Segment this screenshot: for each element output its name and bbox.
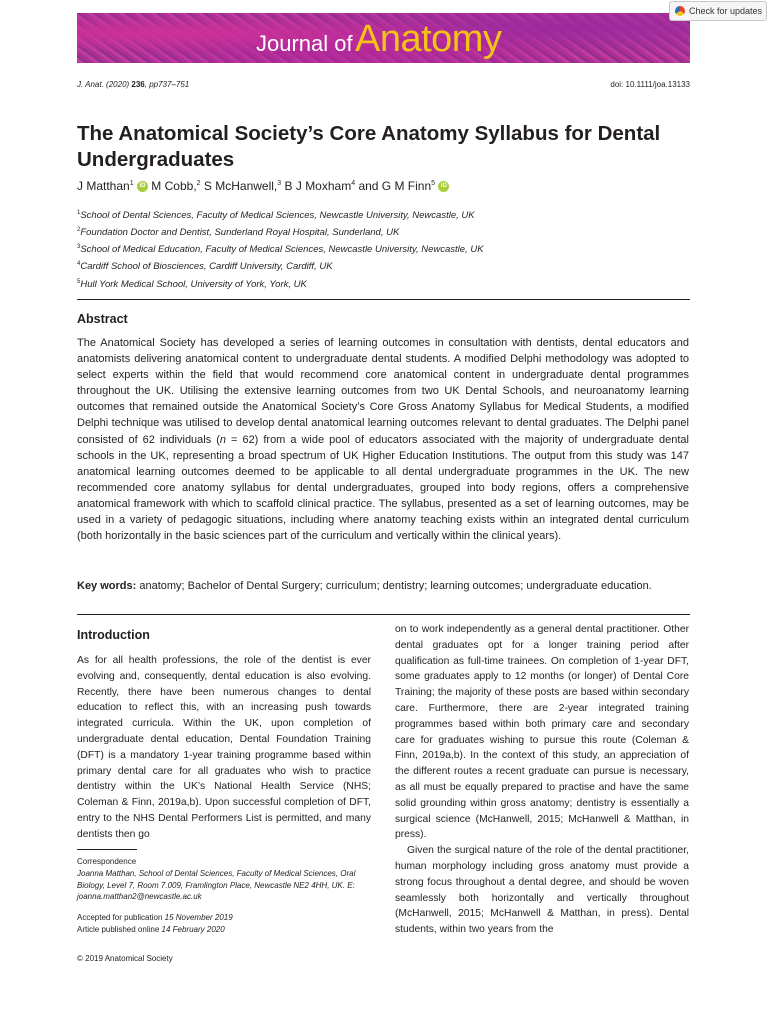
publication-dates <box>77 912 233 936</box>
author-sup: 3 <box>277 180 282 187</box>
correspondence-label: Correspondence <box>77 857 137 866</box>
accepted-line <box>77 912 233 924</box>
author-name: B J Moxham <box>284 179 352 193</box>
correspondence-rule <box>77 849 137 850</box>
author-sup: 1 <box>129 180 134 187</box>
author-name: J Matthan <box>77 179 130 193</box>
check-for-updates-label: Check for updates <box>689 6 763 16</box>
accepted-date: 15 November 2019 <box>164 913 233 922</box>
crossmark-icon <box>675 6 685 16</box>
author-sup: 4 <box>351 180 356 187</box>
citation <box>77 80 189 89</box>
author-list <box>77 179 449 193</box>
affiliation-text: Foundation Doctor and Dentist, Sunderland Royal Hospital, Sunderland, UK <box>80 227 400 239</box>
abstract-bottom-rule <box>77 614 690 615</box>
abstract-part: The Anatomical Society has developed a series of learning outcomes in consultation with dentists, dental educators and anatomists delivering anatomical content to undergraduate dental students. A modified Delphi methodology was adopted to select experts within the field that would recommend core anatomical content in undergraduate dental programmes throughout the UK. Utilising the extensive learning outcomes from two UK Dental Schools, and neuroanatomy learning outcomes that remained outside the Anatomical Society’s Core Gross Anatomy Syllabus for Medical Students, a modified Delphi technique was utilised to develop dental anatomical learning outcomes relevant to dental graduates. The Delphi panel consisted of 62 individuals ( <box>77 337 689 446</box>
citation-pages: , pp737–751 <box>144 80 190 89</box>
affiliation-sup: 1 <box>77 210 81 216</box>
keywords <box>77 578 689 594</box>
author-name: and G M Finn <box>358 179 432 193</box>
doi[interactable]: doi: 10.1111/joa.13133 <box>610 80 690 89</box>
affiliation-text: Hull York Medical School, University of York, York, UK <box>80 278 307 290</box>
accepted-label: Accepted for publication <box>77 913 163 922</box>
published-label: Article published online <box>77 925 160 934</box>
affiliation <box>77 257 484 274</box>
abstract-n: n <box>219 433 227 446</box>
introduction-column-2 <box>395 622 689 938</box>
article-title: The Anatomical Society’s Core Anatomy Syllabus for Dental Undergraduates <box>77 122 661 171</box>
abstract-part: = 62) from a wide pool of educators associated with the majority of undergraduate dental schools in the UK, representing a broad spectrum of UK Higher Education Institutions. The output from this study was 147 anatomical learning outcomes deemed to be applicable to all dental undergraduate programmes in the UK. The new recommended core anatomy syllabus for dental undergraduates, grouped into body regions, offers a comprehensive anatomical framework with which to scaffold clinical practice. The syllabus, presented as a set of learning outcomes, may be used in a variety of pedagogic situations, including where anatomy teaching exists within an integrated dental curriculum (both horizontally in the basic sciences part of the curriculum and vertically within the clinical years). <box>77 433 689 543</box>
author-name: M Cobb, <box>151 179 197 193</box>
affiliation-sup: 4 <box>77 261 81 268</box>
abstract-heading: Abstract <box>77 312 128 326</box>
keywords-text: anatomy; Bachelor of Dental Surgery; curriculum; dentistry; learning outcomes; undergraduate education. <box>136 580 652 592</box>
citation-journal: J. Anat. <box>77 80 104 89</box>
journal-prefix: Journal of <box>256 31 353 56</box>
paragraph: on to work independently as a general dental practitioner. Other dental graduates opt for a longer training period after qualification as full-time trainees. On completion of 1-year DFT, some graduates apply to 12 months (or longer) of Dental Core Training; the majority of these posts are based within secondary care. Furthermore, there are 2-year integrated training programmes based within both primary care and secondary care for graduates wishing to pursue this route (Coleman & Finn, 2019a,b). In the context of this study, an appreciation of the different routes a recent graduate can pursue is necessary, as all must be equally prepared to practise and have the same solid grounding within gross anatomy; dentistry is essentially a surgical science (McHanwell, 2015; McHanwell & Matthan, in press). <box>395 624 689 841</box>
affiliation-text: Cardiff School of Biosciences, Cardiff University, Cardiff, UK <box>80 261 333 273</box>
introduction-heading: Introduction <box>77 628 150 642</box>
citation-volume: 236 <box>131 80 145 89</box>
paragraph: Given the surgical nature of the role of the dental practitioner, human morphology including gross anatomy must provide a strong focus throughout a dental degree, and should be woven seamlessly both horizontally and vertically throughout (McHanwell, 2015; McHanwell & Matthan, in press). Dental students, within two years from the <box>395 845 689 936</box>
affiliation-sup: 2 <box>77 227 81 234</box>
abstract-top-rule <box>77 299 690 300</box>
introduction-column-1: As for all health professions, the role of the dentist is ever evolving and, consequently, dental education is also evolving. Recently, there have been numerous changes to dental education to reflect this, with an increasing push towards integrated curricula. Within the UK, upon completion of undergraduate dental education, Dental Foundation Training (DFT) is a mandatory 1-year training programme based within primary dental care for all graduates who wish to practice dentistry within the UK’s National Health Service (NHS; Coleman & Finn, 2019a,b). Upon successful completion of DFT, entry to the NHS Dental Performers List is permitted, and many dentists then go <box>77 655 371 840</box>
affiliation-sup: 5 <box>77 278 81 285</box>
affiliation <box>77 275 484 292</box>
affiliation <box>77 206 484 223</box>
affiliation-sup: 3 <box>77 244 81 251</box>
published-line <box>77 924 233 936</box>
correspondence-text: Joanna Matthan, School of Dental Sciences, Faculty of Medical Sciences, Oral Biology, Level 7, Room 7.009, Framlington Place, Newcastle NE2 4HH, UK. E: joanna.matthan2@newcastle.ac.uk <box>77 868 356 902</box>
keywords-label: Key words: <box>77 580 137 592</box>
correspondence <box>77 856 377 903</box>
journal-name: Anatomy <box>355 18 502 60</box>
affiliation-text: School of Medical Education, Faculty of Medical Sciences, Newcastle University, Newcastle, UK <box>80 244 484 256</box>
orcid-icon[interactable]: iD <box>438 181 449 192</box>
affiliation <box>77 240 484 257</box>
affiliation <box>77 223 484 240</box>
author-name: S McHanwell, <box>203 179 278 193</box>
orcid-icon[interactable]: iD <box>137 181 148 192</box>
abstract-text <box>77 335 689 544</box>
author-sup: 2 <box>196 180 201 187</box>
author-sup: 5 <box>431 180 436 187</box>
check-for-updates-button[interactable] <box>669 1 767 21</box>
citation-year: (2020) <box>103 80 132 89</box>
copyright: © 2019 Anatomical Society <box>77 954 173 963</box>
affiliation-text: School of Dental Sciences, Faculty of Medical Sciences, Newcastle University, Newcastle, UK <box>80 210 475 222</box>
published-date: 14 February 2020 <box>161 925 225 934</box>
affiliations <box>77 206 484 292</box>
journal-banner <box>77 13 690 63</box>
